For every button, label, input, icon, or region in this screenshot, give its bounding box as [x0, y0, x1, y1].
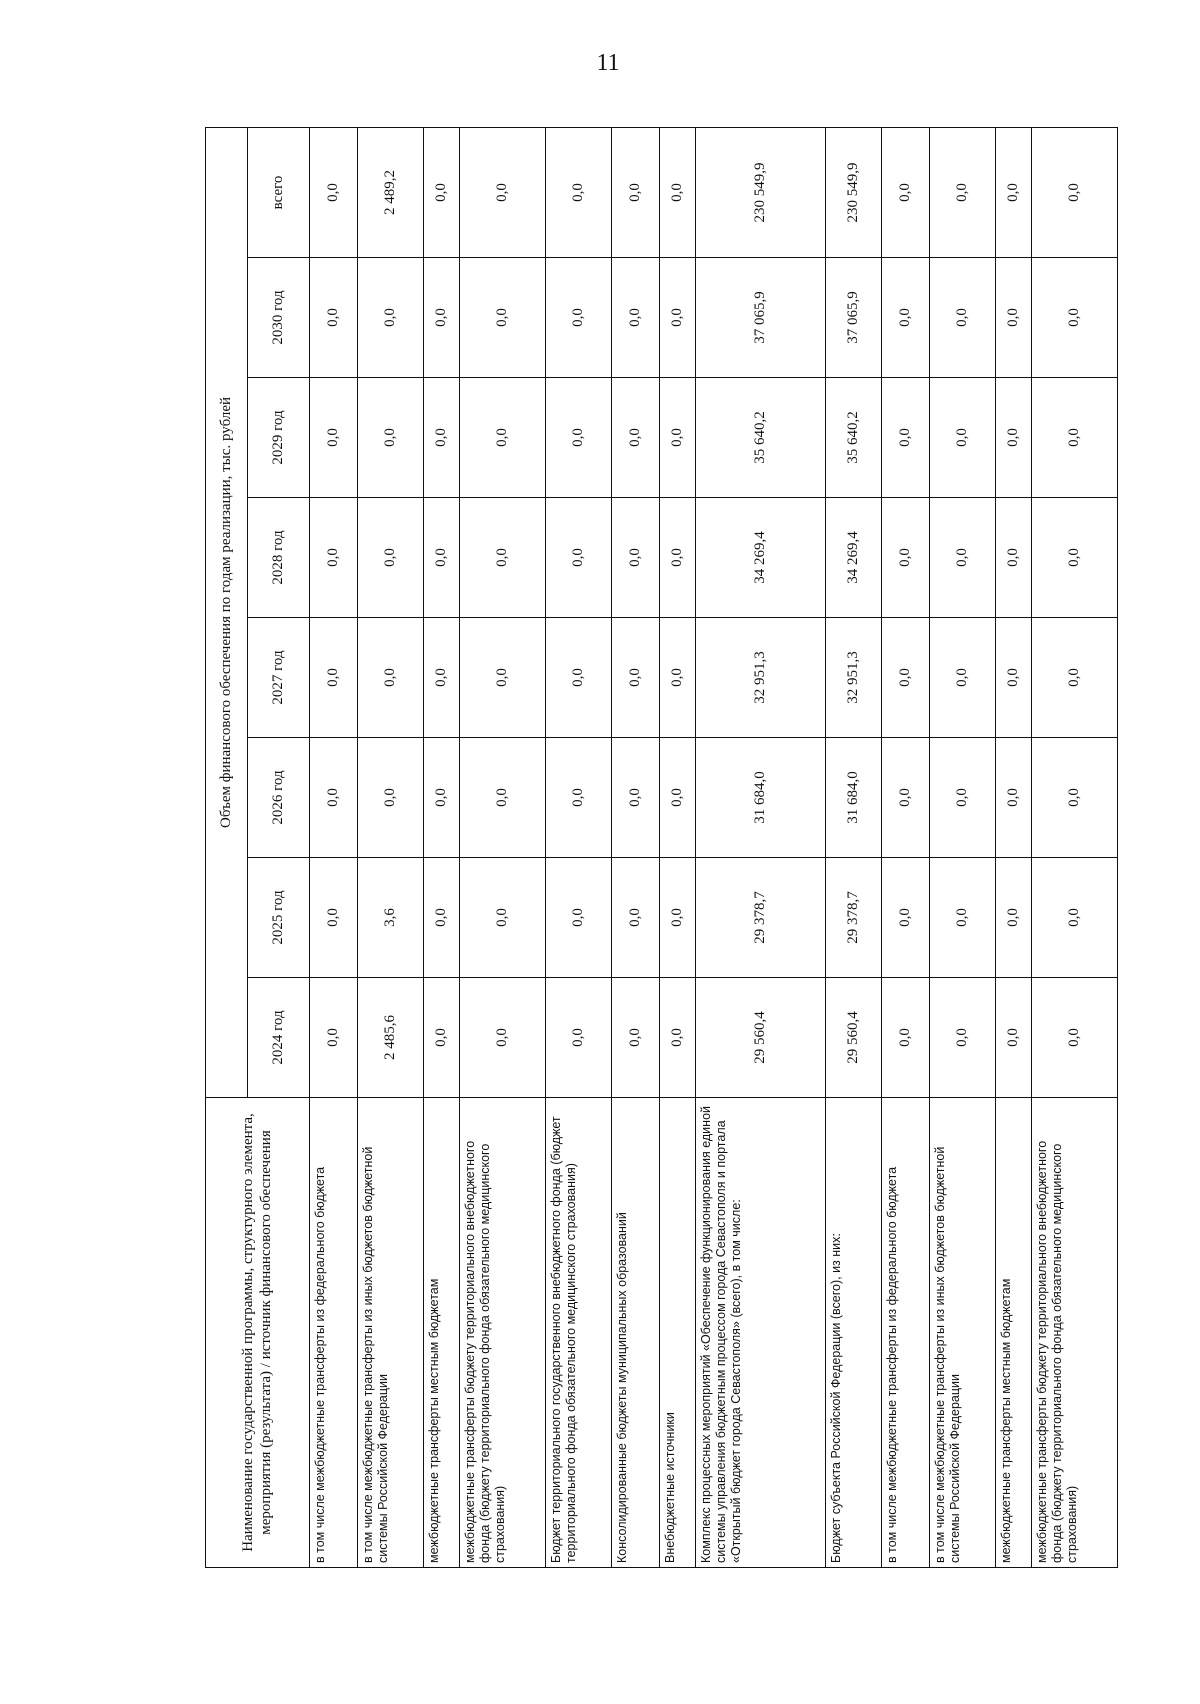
- row-total-value: 0,0: [996, 127, 1032, 257]
- row-year-value: 31 684,0: [826, 738, 882, 858]
- row-year-value: 0,0: [930, 378, 996, 498]
- row-year-value: 0,0: [882, 738, 930, 858]
- row-source-name: Внебюджетные источники: [660, 1098, 696, 1568]
- row-total-value: 0,0: [424, 127, 460, 257]
- row-year-value: 0,0: [882, 978, 930, 1098]
- row-year-value: 29 378,7: [826, 858, 882, 978]
- row-year-value: 0,0: [424, 858, 460, 978]
- header-name-column: Наименование государственной программы, структурного элемента, мероприятия (результата) / источник финансового обеспечения: [206, 1098, 310, 1568]
- table-row: [460, 127, 546, 1567]
- row-year-value: 35 640,2: [696, 378, 826, 498]
- table-body: [310, 127, 1118, 1567]
- header-year: 2029 год: [248, 378, 310, 498]
- row-year-value: 0,0: [1032, 258, 1118, 378]
- row-year-value: 34 269,4: [826, 498, 882, 618]
- row-year-value: 0,0: [310, 978, 358, 1098]
- row-year-value: 0,0: [1032, 378, 1118, 498]
- row-year-value: 0,0: [358, 738, 424, 858]
- row-year-value: 0,0: [660, 978, 696, 1098]
- row-year-value: 0,0: [358, 258, 424, 378]
- row-source-name: в том числе межбюджетные трансферты из федерального бюджета: [882, 1098, 930, 1568]
- row-year-value: 0,0: [310, 498, 358, 618]
- row-total-value: 0,0: [660, 127, 696, 257]
- row-year-value: 0,0: [546, 498, 612, 618]
- row-total-value: 0,0: [882, 127, 930, 257]
- row-year-value: 0,0: [1032, 858, 1118, 978]
- table-row: [996, 127, 1032, 1567]
- row-year-value: 0,0: [612, 258, 660, 378]
- row-total-value: 0,0: [930, 127, 996, 257]
- row-source-name: Бюджет субъекта Российской Федерации (всего), из них:: [826, 1098, 882, 1568]
- row-year-value: 0,0: [660, 618, 696, 738]
- row-year-value: 0,0: [460, 738, 546, 858]
- row-year-value: 0,0: [358, 498, 424, 618]
- header-year: 2024 год: [248, 978, 310, 1098]
- row-year-value: 0,0: [358, 618, 424, 738]
- header-group-label: Объем финансового обеспечения по годам реализации, тыс. рублей: [206, 127, 248, 1097]
- header-total: всего: [248, 127, 310, 257]
- row-year-value: 0,0: [358, 378, 424, 498]
- row-year-value: 0,0: [996, 258, 1032, 378]
- row-source-name: межбюджетные трансферты местным бюджетам: [996, 1098, 1032, 1568]
- table-row: [930, 127, 996, 1567]
- row-source-name: в том числе межбюджетные трансферты из федерального бюджета: [310, 1098, 358, 1568]
- row-source-name: Бюджет территориального государственного внебюджетного фонда (бюджет территориального фонда обязательного медицинского страхования): [546, 1098, 612, 1568]
- row-year-value: 34 269,4: [696, 498, 826, 618]
- row-source-name: в том числе межбюджетные трансферты из иных бюджетов бюджетной системы Российской Федерации: [930, 1098, 996, 1568]
- row-year-value: 0,0: [310, 858, 358, 978]
- row-year-value: 0,0: [930, 618, 996, 738]
- table-container: [205, 128, 1085, 1568]
- row-year-value: 0,0: [996, 498, 1032, 618]
- row-year-value: 0,0: [546, 738, 612, 858]
- row-year-value: 0,0: [612, 858, 660, 978]
- table-row: [1032, 127, 1118, 1567]
- row-year-value: 0,0: [424, 498, 460, 618]
- row-year-value: 0,0: [310, 618, 358, 738]
- row-year-value: 32 951,3: [826, 618, 882, 738]
- row-year-value: 0,0: [612, 378, 660, 498]
- row-year-value: 2 485,6: [358, 978, 424, 1098]
- table-row: [546, 127, 612, 1567]
- table-row: [826, 127, 882, 1567]
- row-year-value: 0,0: [612, 618, 660, 738]
- table-row: [882, 127, 930, 1567]
- row-year-value: 29 560,4: [826, 978, 882, 1098]
- row-source-name: межбюджетные трансферты бюджету территориального внебюджетного фонда (бюджету территориального фонда обязательного медицинского страхования): [460, 1098, 546, 1568]
- row-year-value: 0,0: [660, 738, 696, 858]
- row-year-value: 0,0: [996, 978, 1032, 1098]
- table-row: [310, 127, 358, 1567]
- row-year-value: 0,0: [460, 378, 546, 498]
- row-year-value: 35 640,2: [826, 378, 882, 498]
- row-year-value: 0,0: [310, 738, 358, 858]
- row-total-value: 230 549,9: [696, 127, 826, 257]
- rotated-table-wrapper: [205, 128, 1085, 1568]
- row-year-value: 29 378,7: [696, 858, 826, 978]
- row-year-value: 0,0: [546, 378, 612, 498]
- table-row: [424, 127, 460, 1567]
- row-year-value: 0,0: [546, 618, 612, 738]
- row-total-value: 0,0: [460, 127, 546, 257]
- row-year-value: 0,0: [612, 738, 660, 858]
- row-year-value: 0,0: [546, 858, 612, 978]
- row-year-value: 29 560,4: [696, 978, 826, 1098]
- row-year-value: 0,0: [612, 978, 660, 1098]
- row-year-value: 0,0: [424, 378, 460, 498]
- row-year-value: 0,0: [424, 738, 460, 858]
- row-year-value: 0,0: [424, 618, 460, 738]
- row-year-value: 0,0: [996, 738, 1032, 858]
- row-year-value: 0,0: [996, 618, 1032, 738]
- row-year-value: 37 065,9: [696, 258, 826, 378]
- table-row: [358, 127, 424, 1567]
- table-row: [696, 127, 826, 1567]
- table-row: [612, 127, 660, 1567]
- row-year-value: 0,0: [930, 858, 996, 978]
- row-year-value: 0,0: [882, 858, 930, 978]
- header-year: 2025 год: [248, 858, 310, 978]
- row-year-value: 0,0: [660, 378, 696, 498]
- row-year-value: 0,0: [310, 258, 358, 378]
- row-source-name: межбюджетные трансферты бюджету территориального внебюджетного фонда (бюджету территориального фонда обязательного медицинского страхования): [1032, 1098, 1118, 1568]
- row-year-value: 0,0: [882, 618, 930, 738]
- row-source-name: в том числе межбюджетные трансферты из иных бюджетов бюджетной системы Российской Федерации: [358, 1098, 424, 1568]
- row-year-value: 0,0: [660, 258, 696, 378]
- row-year-value: 0,0: [660, 858, 696, 978]
- row-year-value: 0,0: [1032, 738, 1118, 858]
- row-total-value: 2 489,2: [358, 127, 424, 257]
- row-year-value: 0,0: [460, 858, 546, 978]
- row-year-value: 0,0: [996, 858, 1032, 978]
- row-year-value: 32 951,3: [696, 618, 826, 738]
- row-total-value: 0,0: [1032, 127, 1118, 257]
- row-year-value: 0,0: [546, 258, 612, 378]
- row-year-value: 37 065,9: [826, 258, 882, 378]
- header-year: 2026 год: [248, 738, 310, 858]
- row-total-value: 230 549,9: [826, 127, 882, 257]
- row-year-value: 0,0: [460, 978, 546, 1098]
- row-year-value: 0,0: [424, 978, 460, 1098]
- row-year-value: 0,0: [1032, 618, 1118, 738]
- header-year: 2030 год: [248, 258, 310, 378]
- header-year: 2028 год: [248, 498, 310, 618]
- row-year-value: 0,0: [546, 978, 612, 1098]
- row-year-value: 0,0: [460, 498, 546, 618]
- row-year-value: 0,0: [996, 378, 1032, 498]
- row-year-value: 0,0: [1032, 978, 1118, 1098]
- row-year-value: 0,0: [930, 498, 996, 618]
- page-number: 11: [596, 50, 620, 76]
- row-year-value: 0,0: [460, 618, 546, 738]
- row-total-value: 0,0: [310, 127, 358, 257]
- row-year-value: 0,0: [882, 378, 930, 498]
- row-source-name: межбюджетные трансферты местным бюджетам: [424, 1098, 460, 1568]
- row-year-value: 0,0: [882, 258, 930, 378]
- row-year-value: 0,0: [930, 978, 996, 1098]
- financing-table: [205, 127, 1118, 1568]
- row-year-value: 0,0: [1032, 498, 1118, 618]
- row-year-value: 0,0: [612, 498, 660, 618]
- row-year-value: 0,0: [930, 738, 996, 858]
- row-total-value: 0,0: [612, 127, 660, 257]
- row-year-value: 0,0: [424, 258, 460, 378]
- row-source-name: Консолидированные бюджеты муниципальных образований: [612, 1098, 660, 1568]
- row-year-value: 31 684,0: [696, 738, 826, 858]
- row-year-value: 0,0: [930, 258, 996, 378]
- row-year-value: 0,0: [310, 378, 358, 498]
- row-source-name: Комплекс процессных мероприятий «Обеспечение функционирования единой системы управления бюджетным процессом города Севастополя и портала «Открытый бюджет города Севастополя» (всего), в том числе:: [696, 1098, 826, 1568]
- row-year-value: 3,6: [358, 858, 424, 978]
- row-year-value: 0,0: [660, 498, 696, 618]
- header-year: 2027 год: [248, 618, 310, 738]
- row-total-value: 0,0: [546, 127, 612, 257]
- row-year-value: 0,0: [460, 258, 546, 378]
- table-header: [206, 127, 310, 1567]
- row-year-value: 0,0: [882, 498, 930, 618]
- table-row: [660, 127, 696, 1567]
